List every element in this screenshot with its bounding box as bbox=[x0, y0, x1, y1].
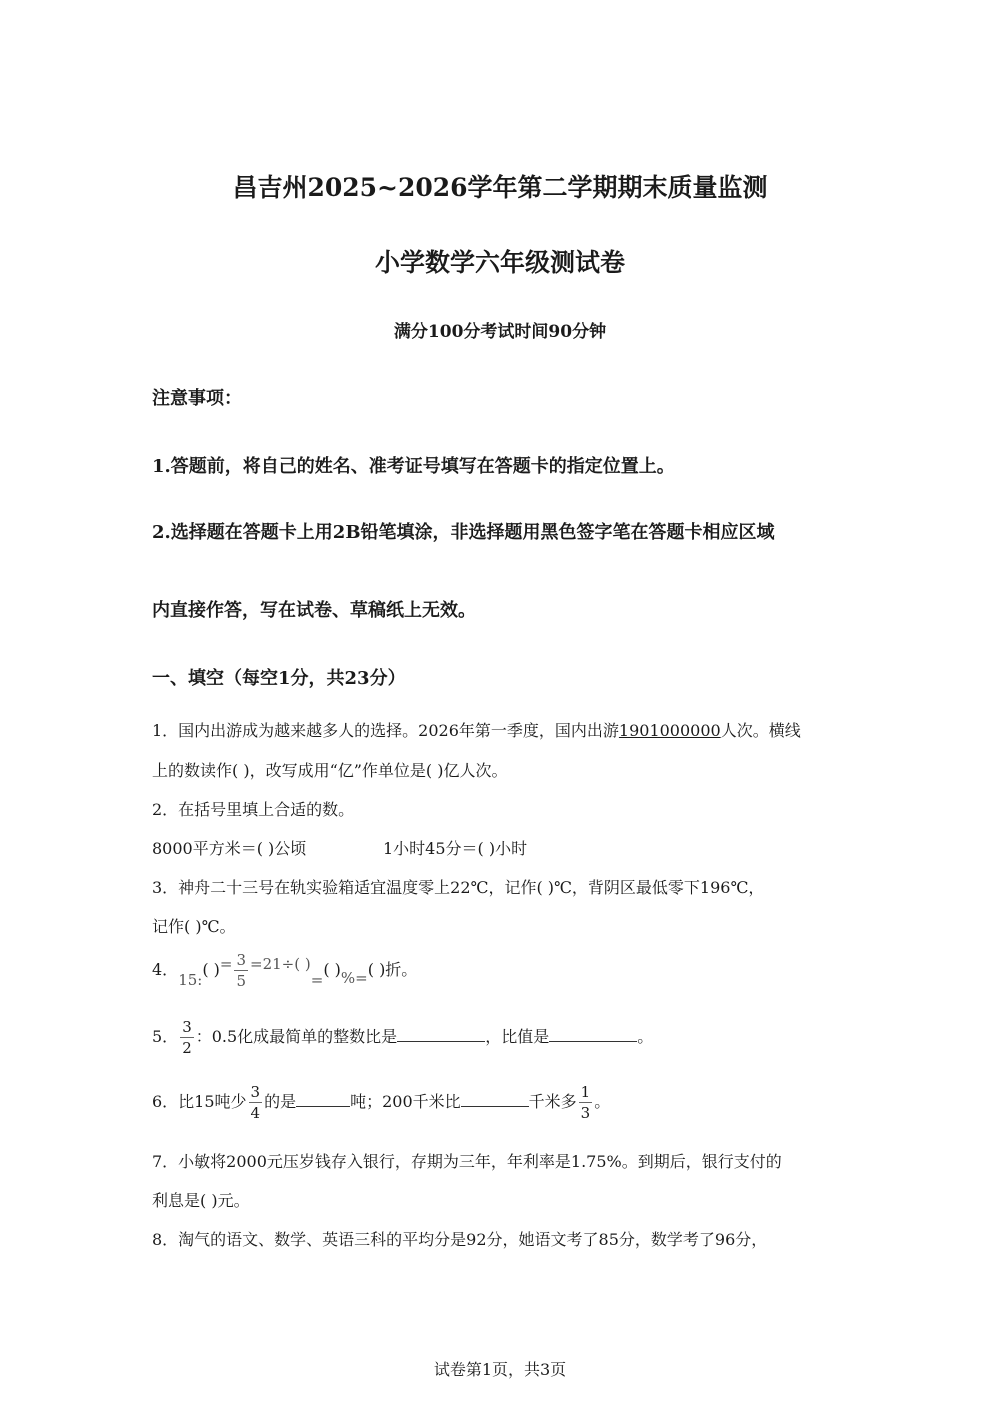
q6-text-4: 千米多 bbox=[528, 1092, 577, 1111]
q5-blank-1 bbox=[397, 1025, 485, 1042]
exam-title: 昌吉州2025~2026学年第二学期期末质量监测 bbox=[232, 173, 768, 202]
question-8-line-1: 8．淘气的语文、数学、英语三科的平均分是92分，她语文考了85分，数学考了96分， bbox=[152, 1230, 768, 1249]
q4-blank-4: ( )折。 bbox=[367, 960, 418, 979]
q5-number: 5． bbox=[152, 1027, 179, 1046]
question-4 bbox=[152, 950, 417, 991]
question-6 bbox=[152, 1082, 610, 1123]
q4-fraction bbox=[234, 950, 248, 991]
q6-fraction-2 bbox=[579, 1082, 593, 1123]
notice-heading: 注意事项： bbox=[152, 388, 242, 409]
q5-end: 。 bbox=[637, 1027, 654, 1046]
q4-equals-3: = bbox=[355, 969, 368, 987]
q1-suffix: 人次。横线 bbox=[720, 721, 801, 740]
notice-item-2-line-2: 内直接作答，写在试卷、草稿纸上无效。 bbox=[152, 600, 476, 621]
q5-text-1: ：0.5化成最简单的整数比是 bbox=[195, 1027, 398, 1046]
q4-number: 4． bbox=[152, 960, 179, 979]
q5-blank-2 bbox=[549, 1025, 637, 1042]
q5-fraction-denominator: 2 bbox=[182, 1039, 192, 1057]
q6-fraction-1 bbox=[249, 1082, 263, 1123]
question-1-line-2: 上的数读作( )，改写成用“亿”作单位是( )亿人次。 bbox=[152, 761, 508, 780]
q6-blank-2 bbox=[461, 1090, 529, 1107]
q4-ratio: 15: bbox=[178, 971, 203, 989]
question-3-line-1: 3．神舟二十三号在轨实验箱适宜温度零上22℃，记作( )℃，背阴区最低零下196℃， bbox=[152, 878, 765, 897]
q6-fraction-2-denominator: 3 bbox=[580, 1104, 591, 1122]
question-2-line-1: 2．在括号里填上合适的数。 bbox=[152, 800, 355, 819]
question-7-line-2: 利息是( )元。 bbox=[152, 1191, 250, 1210]
q6-text-3: 吨；200千米比 bbox=[350, 1092, 461, 1111]
section-1-heading: 一、填空（每空1分，共23分） bbox=[152, 668, 406, 689]
q6-end: 。 bbox=[594, 1092, 611, 1111]
exam-subtitle: 小学数学六年级测试卷 bbox=[374, 248, 625, 277]
question-2-line-2a: 8000平方米＝( )公顷 bbox=[152, 839, 307, 858]
q4-equals-2: = bbox=[310, 971, 324, 989]
q4-division: =21÷( ) bbox=[250, 955, 311, 973]
q5-fraction-numerator: 3 bbox=[182, 1018, 192, 1036]
question-2-line-2b: 1小时45分＝( )小时 bbox=[383, 839, 528, 858]
q6-text-1: 6．比15吨少 bbox=[152, 1092, 247, 1111]
q1-underlined-number: 1901000000 bbox=[618, 721, 721, 740]
q4-fraction-denominator: 5 bbox=[236, 972, 247, 990]
question-1-line-1 bbox=[152, 718, 801, 741]
exam-info: 满分100分考试时间90分钟 bbox=[393, 322, 607, 342]
q4-blank-3: ( ) bbox=[323, 960, 341, 979]
q6-blank-1 bbox=[296, 1090, 350, 1107]
q1-prefix: 1．国内出游成为越来越多人的选择。2026年第一季度，国内出游 bbox=[152, 721, 619, 740]
question-3-line-2: 记作( )℃。 bbox=[152, 917, 236, 936]
q4-blank-1: ( ) bbox=[202, 960, 220, 979]
q6-fraction-2-numerator: 1 bbox=[580, 1083, 591, 1101]
q4-percent: % bbox=[340, 969, 356, 987]
q6-fraction-1-denominator: 4 bbox=[250, 1104, 261, 1122]
q4-fraction-numerator: 3 bbox=[236, 951, 247, 969]
q5-text-2: ，比值是 bbox=[485, 1027, 550, 1046]
q4-equals-1: = bbox=[219, 955, 233, 973]
notice-item-1: 1.答题前，将自己的姓名、准考证号填写在答题卡的指定位置上。 bbox=[152, 456, 675, 477]
notice-item-2-line-1: 2.选择题在答题卡上用2B铅笔填涂，非选择题用黑色签字笔在答题卡相应区域 bbox=[152, 522, 775, 543]
q6-fraction-1-numerator: 3 bbox=[250, 1083, 261, 1101]
q6-text-2: 的是 bbox=[264, 1092, 297, 1111]
question-7-line-1: 7．小敏将2000元压岁钱存入银行，存期为三年，年利率是1.75%。到期后，银行支付的 bbox=[152, 1152, 782, 1171]
q5-fraction bbox=[180, 1017, 194, 1058]
question-5 bbox=[152, 1017, 653, 1058]
page-footer: 试卷第1页，共3页 bbox=[433, 1360, 567, 1379]
